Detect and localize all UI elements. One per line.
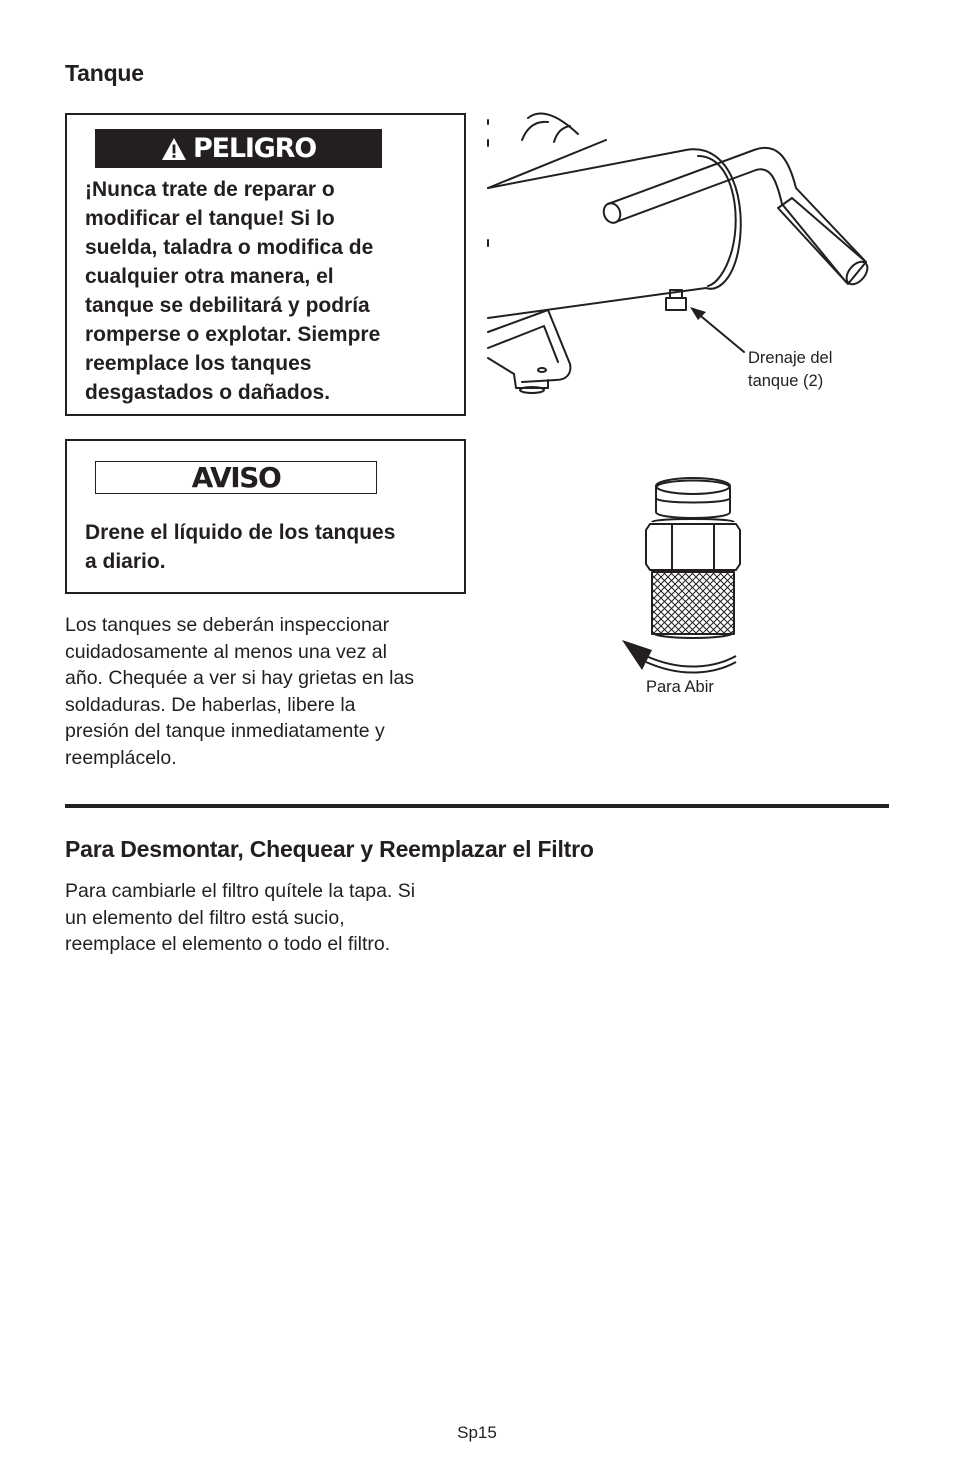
- danger-box: [65, 113, 466, 416]
- notice-label: AVISO: [95, 461, 377, 494]
- danger-line: modificar el tanque! Si lo: [85, 207, 335, 230]
- callout-line: tanque (2): [748, 372, 824, 390]
- notice-line: Drene el líquido de los tanques: [85, 521, 396, 544]
- danger-line: suelda, taladra o modifica de: [85, 236, 374, 259]
- danger-line: reemplace los tanques: [85, 352, 312, 375]
- section-divider: [65, 804, 889, 808]
- danger-label-text: PELIGRO: [193, 133, 316, 164]
- body-line: presión del tanque inmediatamente y: [65, 720, 385, 742]
- section-heading-filtro: Para Desmontar, Chequear y Reemplazar el Filtro: [65, 836, 594, 862]
- danger-line: desgastados o dañados.: [85, 381, 331, 404]
- danger-line: cualquier otra manera, el: [85, 265, 334, 288]
- drain-valve-illustration: [612, 472, 752, 682]
- danger-line: tanque se debilitará y podría: [85, 294, 370, 317]
- notice-text: [85, 518, 395, 576]
- notice-box: [65, 439, 466, 594]
- body-line: Para cambiarle el filtro quítele la tapa. Si: [65, 880, 416, 902]
- danger-line: ¡Nunca trate de reparar o: [85, 178, 335, 201]
- danger-label: [95, 129, 382, 168]
- body-line: soldaduras. De haberlas, libere la: [65, 693, 356, 716]
- body-line: cuidadosamente al menos una vez al: [65, 640, 387, 663]
- notice-line: a diario.: [85, 550, 166, 573]
- tank-inspection-text: [65, 612, 414, 771]
- danger-line: romperse o explotar. Siempre: [85, 323, 381, 346]
- danger-text: [85, 175, 380, 407]
- section-heading-tanque: Tanque: [65, 60, 144, 86]
- page-number: Sp15: [457, 1423, 497, 1442]
- tank-drain-callout: [748, 347, 832, 393]
- valve-caption: Para Abir: [646, 678, 714, 696]
- filter-text: [65, 878, 415, 958]
- body-line: un elemento del filtro está sucio,: [65, 906, 345, 929]
- callout-line: Drenaje del: [748, 349, 833, 367]
- body-line: reemplácelo.: [65, 746, 177, 769]
- body-line: año. Chequée a ver si hay grietas en las: [65, 667, 415, 689]
- body-line: Los tanques se deberán inspeccionar: [65, 614, 390, 636]
- warning-triangle-icon: [161, 137, 187, 161]
- body-line: reemplace el elemento o todo el filtro.: [65, 933, 391, 955]
